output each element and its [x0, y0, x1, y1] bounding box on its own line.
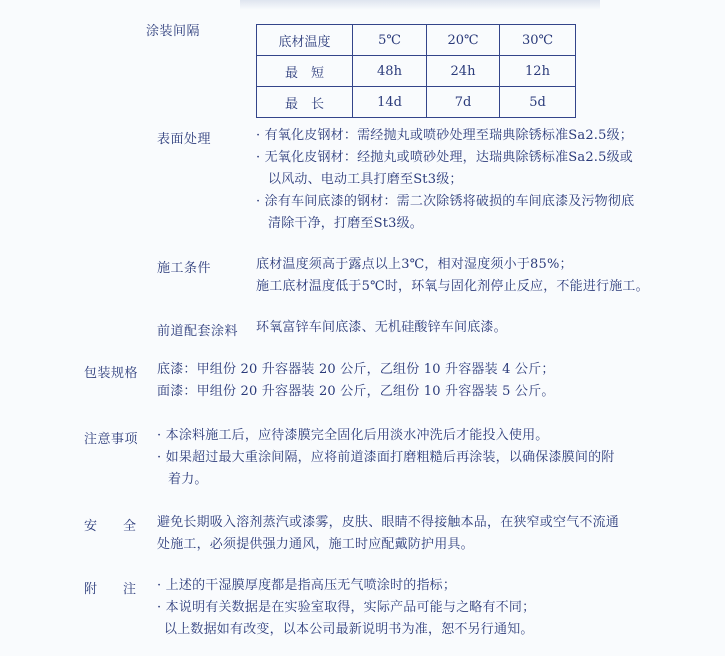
- table-cell: 最 短: [257, 56, 353, 87]
- notes-line: · 如果超过最大重涂间隔，应将前道漆面打磨粗糙后再涂装，以确保漆膜间的附: [157, 450, 615, 465]
- construction-conditions-label: 施工条件: [157, 261, 212, 276]
- remarks-line: 以上数据如有改变，以本公司最新说明书为准，恕不另行通知。: [164, 622, 534, 637]
- table-cell: 24h: [427, 56, 500, 87]
- surface-treatment-label: 表面处理: [157, 132, 212, 147]
- remarks-line: · 上述的干湿膜厚度都是指高压无气喷涂时的指标；: [157, 578, 457, 593]
- surface-treatment-line: · 涂有车间底漆的钢材：需二次除锈将破损的车间底漆及污物彻底: [256, 194, 635, 209]
- table-header-cell: 30℃: [500, 25, 576, 56]
- table-header-cell: 5℃: [353, 25, 427, 56]
- surface-treatment-line: 以风动、电动工具打磨至St3级；: [268, 172, 463, 187]
- safety-line: 处施工，必须提供强力通风，施工时应配戴防护用具。: [157, 537, 474, 552]
- remarks-label: 附注: [84, 582, 163, 597]
- primer-matching-label: 前道配套涂料: [157, 324, 239, 339]
- packaging-line: 底漆：甲组份 20 升容器装 20 公斤，乙组份 10 升容器装 4 公斤；: [157, 362, 555, 377]
- notes-label: 注意事项: [84, 432, 139, 447]
- table-cell: 7d: [427, 87, 500, 118]
- table-cell: 12h: [500, 56, 576, 87]
- primer-matching-text: 环氧富锌车间底漆、无机硅酸锌车间底漆。: [256, 320, 507, 335]
- table-cell: 48h: [353, 56, 427, 87]
- table-row: [257, 56, 576, 87]
- table-row: [257, 87, 576, 118]
- safety-label: 安全: [84, 519, 163, 534]
- table-header-cell: 20℃: [427, 25, 500, 56]
- scan-edge-shadow: [240, 0, 600, 10]
- table-header-cell: 底材温度: [257, 25, 353, 56]
- coating-interval-table: [256, 24, 576, 118]
- surface-treatment-line: 清除干净，打磨至St3级。: [268, 216, 424, 231]
- packaging-label: 包装规格: [84, 366, 139, 381]
- remarks-line: · 本说明有关数据是在实验室取得，实际产品可能与之略有不同；: [157, 600, 536, 615]
- notes-line: 着力。: [168, 472, 208, 487]
- packaging-line: 面漆：甲组份 20 升容器装 20 公斤，乙组份 10 升容器装 5 公斤。: [157, 384, 555, 399]
- safety-line: 避免长期吸入溶剂蒸汽或漆雾，皮肤、眼睛不得接触本品，在狭窄或空气不流通: [157, 515, 620, 530]
- table-cell: 5d: [500, 87, 576, 118]
- notes-line: · 本涂料施工后，应待漆膜完全固化后用淡水冲洗后才能投入使用。: [157, 428, 549, 443]
- coating-interval-label: 涂装间隔: [146, 24, 201, 39]
- construction-conditions-line: 底材温度须高于露点以上3℃，相对湿度须小于85%；: [256, 257, 573, 272]
- table-cell: 14d: [353, 87, 427, 118]
- surface-treatment-line: · 有氧化皮钢材：需经抛丸或喷砂处理至瑞典除锈标准Sa2.5级；: [256, 128, 633, 143]
- construction-conditions-line: 施工底材温度低于5℃时，环氧与固化剂停止反应，不能进行施工。: [256, 279, 649, 294]
- table-cell: 最 长: [257, 87, 353, 118]
- table-row: [257, 25, 576, 56]
- surface-treatment-line: · 无氧化皮钢材：经抛丸或喷砂处理，达瑞典除锈标准Sa2.5级或: [256, 150, 633, 165]
